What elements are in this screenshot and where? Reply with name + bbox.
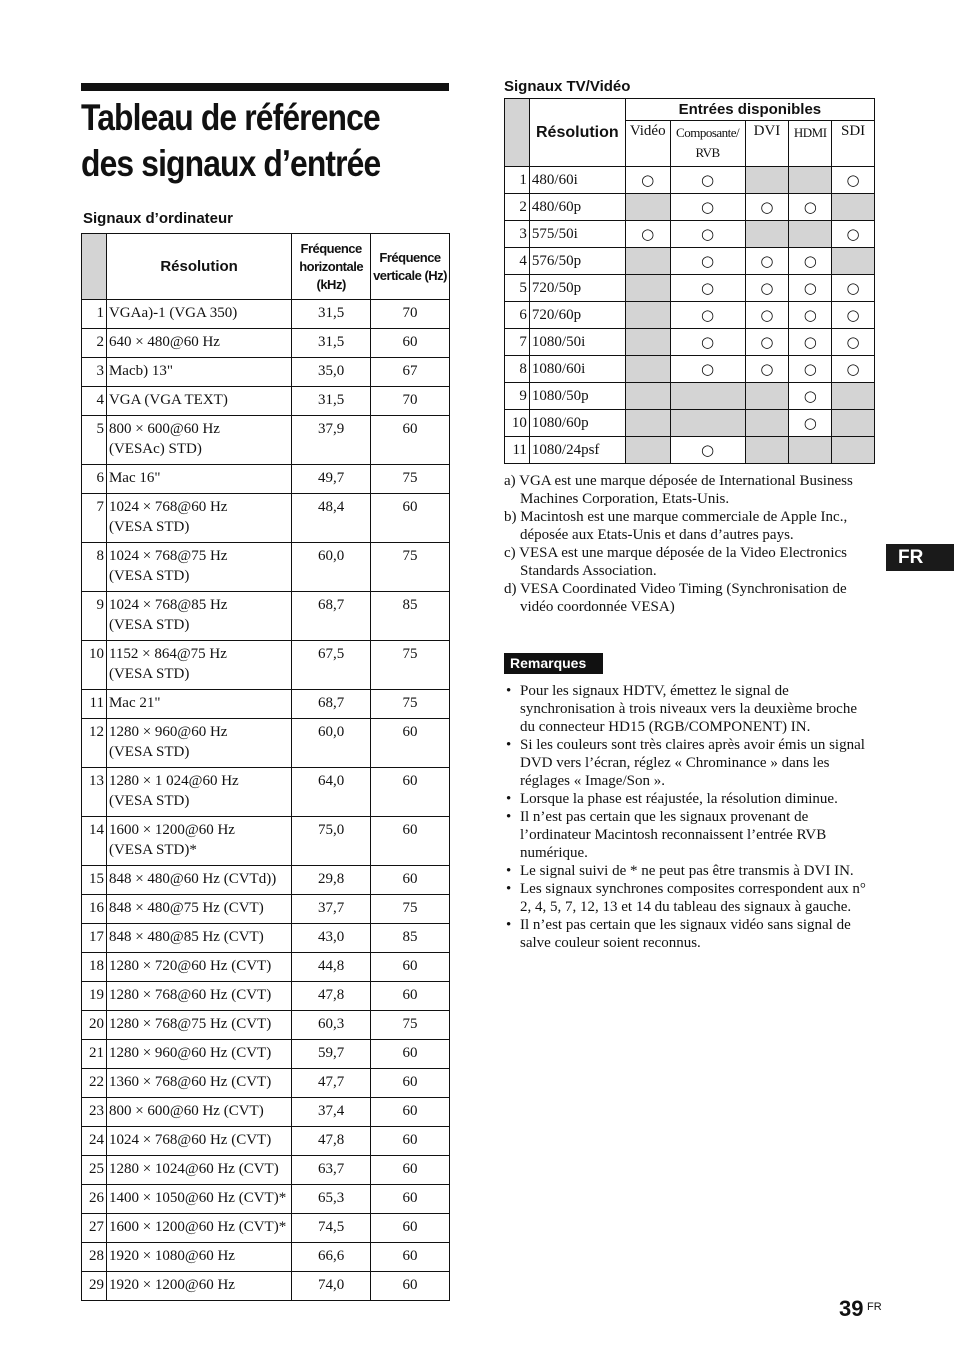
pc-row-hfreq: 68,7 [292, 690, 371, 719]
pc-row-number: 20 [82, 1011, 107, 1040]
remark-item: • Pour les signaux HDTV, émettez le signal de synchronisation à trois niveaux vers la deuxième broche du connecteur HD15 (RGB/COMPONENT) IN. [504, 682, 874, 736]
pc-row-hfreq: 65,3 [292, 1185, 371, 1214]
tv-signals-label: Signaux TV/Vidéo [504, 78, 631, 95]
pc-row-number: 24 [82, 1127, 107, 1156]
pc-fv-header: Fréquence verticale (Hz) [371, 234, 450, 300]
tv-cell-component-supported: ○ [670, 302, 745, 329]
pc-row-hfreq: 47,8 [292, 1127, 371, 1156]
pc-row-resolution: 640 × 480@60 Hz [106, 329, 291, 358]
tv-cell-video-unsupported [625, 329, 670, 356]
pc-row-number: 17 [82, 924, 107, 953]
pc-row-hfreq: 64,0 [292, 768, 371, 817]
pc-row-vfreq: 60 [371, 982, 450, 1011]
pc-row-number: 10 [82, 641, 107, 690]
tv-cell-video-unsupported [625, 356, 670, 383]
tv-cell-video-unsupported [625, 437, 670, 464]
pc-row-hfreq: 74,0 [292, 1272, 371, 1301]
tv-cell-hdmi-supported: ○ [789, 302, 832, 329]
pc-row-resolution: 1280 × 768@60 Hz (CVT) [106, 982, 291, 1011]
tv-cell-hdmi-supported: ○ [789, 248, 832, 275]
page-title-line1: Tableau de référence [81, 97, 380, 138]
tv-cell-dvi-unsupported [745, 167, 789, 194]
pc-table-body [82, 300, 450, 1301]
remark-item: • Si les couleurs sont très claires après avoir émis un signal DVD vers l’écran, réglez « Chrominance » dans les réglages « Image/Son ». [504, 736, 874, 790]
pc-row-resolution: Mac 16" [106, 465, 291, 494]
pc-table-row [82, 895, 450, 924]
footnote-c: c) VESA est une marque déposée de la Video Electronics Standards Association. [504, 545, 848, 579]
tv-cell-dvi-supported: ○ [745, 329, 789, 356]
tv-row-number: 10 [505, 410, 530, 437]
pc-row-hfreq: 35,0 [292, 358, 371, 387]
pc-table-row [82, 416, 450, 465]
tv-cell-hdmi-unsupported [789, 167, 832, 194]
pc-row-number: 27 [82, 1214, 107, 1243]
pc-row-vfreq: 75 [371, 641, 450, 690]
pc-row-number: 18 [82, 953, 107, 982]
pc-row-hfreq: 29,8 [292, 866, 371, 895]
tv-cell-dvi-supported: ○ [745, 356, 789, 383]
title-rule [81, 83, 449, 91]
pc-row-vfreq: 60 [371, 953, 450, 982]
footnote-b: b) Macintosh est une marque commerciale de Apple Inc., déposée aux Etats-Unis et dans d’autres pays. [504, 509, 848, 543]
pc-res-header: Résolution [106, 234, 291, 300]
pc-row-resolution: 1024 × 768@60 Hz (CVT) [106, 1127, 291, 1156]
pc-row-hfreq: 75,0 [292, 817, 371, 866]
pc-row-hfreq: 37,7 [292, 895, 371, 924]
pc-row-number: 26 [82, 1185, 107, 1214]
pc-row-number: 13 [82, 768, 107, 817]
pc-table-row [82, 866, 450, 895]
pc-row-number: 14 [82, 817, 107, 866]
pc-row-vfreq: 60 [371, 866, 450, 895]
pc-row-vfreq: 75 [371, 1011, 450, 1040]
tv-cell-hdmi-unsupported [789, 221, 832, 248]
tv-cell-component-supported: ○ [670, 275, 745, 302]
tv-cell-component-supported: ○ [670, 329, 745, 356]
tv-inputs-header: Entrées disponibles [625, 99, 874, 121]
pc-row-resolution: 1024 × 768@60 Hz (VESA STD) [106, 494, 291, 543]
pc-row-resolution: Macb) 13" [106, 358, 291, 387]
tv-row-number: 4 [505, 248, 530, 275]
tv-row-resolution: 576/50p [529, 248, 625, 275]
pc-table-row [82, 953, 450, 982]
tv-row-resolution: 480/60p [529, 194, 625, 221]
pc-row-hfreq: 68,7 [292, 592, 371, 641]
pc-row-resolution: 1400 × 1050@60 Hz (CVT)* [106, 1185, 291, 1214]
pc-row-vfreq: 75 [371, 895, 450, 924]
pc-table-row [82, 300, 450, 329]
tv-cell-component-supported: ○ [670, 248, 745, 275]
tv-row-resolution: 1080/60p [529, 410, 625, 437]
pc-signals-table [81, 233, 450, 1301]
pc-row-resolution: 1920 × 1200@60 Hz [106, 1272, 291, 1301]
tv-cell-sdi-unsupported [832, 410, 875, 437]
tv-cell-video-unsupported [625, 248, 670, 275]
pc-row-hfreq: 43,0 [292, 924, 371, 953]
pc-row-number: 19 [82, 982, 107, 1011]
tv-table-row [505, 248, 875, 275]
pc-table-row [82, 329, 450, 358]
pc-signals-label: Signaux d’ordinateur [83, 210, 234, 227]
pc-table-row [82, 641, 450, 690]
pc-row-vfreq: 70 [371, 300, 450, 329]
pc-table-row [82, 1011, 450, 1040]
pc-row-number: 3 [82, 358, 107, 387]
tv-col-sdi: SDI [832, 121, 875, 167]
pc-row-resolution: 848 × 480@75 Hz (CVT) [106, 895, 291, 924]
pc-row-hfreq: 63,7 [292, 1156, 371, 1185]
tv-cell-sdi-unsupported [832, 383, 875, 410]
tv-row-number: 8 [505, 356, 530, 383]
pc-row-number: 29 [82, 1272, 107, 1301]
pc-row-vfreq: 75 [371, 543, 450, 592]
tv-cell-sdi-supported: ○ [832, 167, 875, 194]
tv-cell-video-supported: ○ [625, 221, 670, 248]
tv-table-row [505, 194, 875, 221]
tv-cell-hdmi-supported: ○ [789, 383, 832, 410]
pc-row-hfreq: 31,5 [292, 300, 371, 329]
remark-item: • Il n’est pas certain que les signaux vidéo sans signal de salve couleur soient reconnus. [504, 916, 874, 952]
tv-cell-component-supported: ○ [670, 221, 745, 248]
tv-cell-sdi-supported: ○ [832, 329, 875, 356]
pc-row-number: 8 [82, 543, 107, 592]
pc-row-hfreq: 48,4 [292, 494, 371, 543]
tv-col-hdmi: HDMI [789, 121, 832, 167]
tv-cell-sdi-supported: ○ [832, 302, 875, 329]
pc-table-row [82, 494, 450, 543]
pc-table-row [82, 1156, 450, 1185]
pc-row-resolution: 1280 × 960@60 Hz (CVT) [106, 1040, 291, 1069]
tv-cell-video-unsupported [625, 302, 670, 329]
footnote-a: a) VGA est une marque déposée de International Business Machines Corporation, Etats-Unis. [504, 473, 853, 507]
pc-table-row [82, 719, 450, 768]
tv-table-row [505, 275, 875, 302]
pc-row-number: 22 [82, 1069, 107, 1098]
tv-cell-hdmi-supported: ○ [789, 194, 832, 221]
remarks-label: Remarques [504, 653, 603, 674]
tv-cell-sdi-unsupported [832, 437, 875, 464]
pc-row-resolution: 848 × 480@85 Hz (CVT) [106, 924, 291, 953]
pc-row-resolution: 800 × 600@60 Hz (VESAc) STD) [106, 416, 291, 465]
pc-row-vfreq: 60 [371, 329, 450, 358]
pc-row-hfreq: 74,5 [292, 1214, 371, 1243]
pc-row-hfreq: 66,6 [292, 1243, 371, 1272]
pc-row-number: 28 [82, 1243, 107, 1272]
pc-row-resolution: 1920 × 1080@60 Hz [106, 1243, 291, 1272]
tv-cell-video-unsupported [625, 275, 670, 302]
pc-row-resolution: 1280 × 720@60 Hz (CVT) [106, 953, 291, 982]
tv-row-number: 3 [505, 221, 530, 248]
pc-row-hfreq: 59,7 [292, 1040, 371, 1069]
pc-row-resolution: 1600 × 1200@60 Hz (VESA STD)* [106, 817, 291, 866]
tv-cell-component-unsupported [670, 383, 745, 410]
tv-row-resolution: 1080/50i [529, 329, 625, 356]
remark-item: • Il n’est pas certain que les signaux provenant de l’ordinateur Macintosh reconnaissent l’entrée RVB numérique. [504, 808, 874, 862]
tv-cell-dvi-unsupported [745, 221, 789, 248]
pc-table-row [82, 1098, 450, 1127]
pc-row-number: 23 [82, 1098, 107, 1127]
tv-row-resolution: 1080/24psf [529, 437, 625, 464]
page-number: 39 [839, 1296, 864, 1321]
pc-row-vfreq: 70 [371, 387, 450, 416]
pc-row-number: 1 [82, 300, 107, 329]
pc-table-row [82, 982, 450, 1011]
pc-table-row [82, 543, 450, 592]
tv-row-resolution: 480/60i [529, 167, 625, 194]
remark-item: • Les signaux synchrones composites correspondent aux n° 2, 4, 5, 7, 12, 13 et 14 du tableau des signaux à gauche. [504, 880, 874, 916]
pc-row-hfreq: 60,0 [292, 719, 371, 768]
tv-row-number: 7 [505, 329, 530, 356]
pc-row-resolution: 1024 × 768@75 Hz (VESA STD) [106, 543, 291, 592]
pc-row-number: 11 [82, 690, 107, 719]
tv-table-row [505, 410, 875, 437]
tv-res-header: Résolution [529, 99, 625, 167]
pc-row-vfreq: 85 [371, 924, 450, 953]
tv-cell-component-supported: ○ [670, 356, 745, 383]
tv-cell-sdi-unsupported [832, 194, 875, 221]
tv-col-component: Composante/ RVB [670, 121, 745, 167]
pc-table-row [82, 592, 450, 641]
pc-row-number: 16 [82, 895, 107, 924]
tv-row-number: 9 [505, 383, 530, 410]
pc-row-vfreq: 60 [371, 1098, 450, 1127]
pc-table-row [82, 1214, 450, 1243]
pc-row-hfreq: 49,7 [292, 465, 371, 494]
pc-row-hfreq: 31,5 [292, 387, 371, 416]
tv-row-number: 11 [505, 437, 530, 464]
pc-table-row [82, 1069, 450, 1098]
pc-row-vfreq: 60 [371, 1272, 450, 1301]
remarks-list [504, 682, 874, 952]
pc-row-number: 9 [82, 592, 107, 641]
footnotes [504, 472, 874, 616]
tv-row-number: 6 [505, 302, 530, 329]
tv-row-resolution: 1080/60i [529, 356, 625, 383]
tv-table-row [505, 302, 875, 329]
tv-cell-component-supported: ○ [670, 437, 745, 464]
pc-row-vfreq: 60 [371, 768, 450, 817]
pc-table-row [82, 690, 450, 719]
pc-row-hfreq: 47,7 [292, 1069, 371, 1098]
pc-row-vfreq: 75 [371, 465, 450, 494]
pc-row-vfreq: 60 [371, 416, 450, 465]
pc-table-row [82, 1185, 450, 1214]
pc-row-resolution: 1024 × 768@85 Hz (VESA STD) [106, 592, 291, 641]
tv-signals-table [504, 98, 875, 464]
pc-row-resolution: 1280 × 960@60 Hz (VESA STD) [106, 719, 291, 768]
pc-row-hfreq: 37,9 [292, 416, 371, 465]
language-tab: FR [886, 544, 954, 571]
tv-col-video: Vidéo [625, 121, 670, 167]
tv-cell-dvi-supported: ○ [745, 302, 789, 329]
tv-cell-dvi-supported: ○ [745, 275, 789, 302]
tv-table-row [505, 167, 875, 194]
pc-row-number: 2 [82, 329, 107, 358]
tv-table-row [505, 356, 875, 383]
tv-row-number: 1 [505, 167, 530, 194]
tv-cell-hdmi-supported: ○ [789, 356, 832, 383]
pc-row-resolution: VGAa)-1 (VGA 350) [106, 300, 291, 329]
tv-cell-video-unsupported [625, 383, 670, 410]
tv-table-row [505, 383, 875, 410]
pc-row-hfreq: 31,5 [292, 329, 371, 358]
pc-row-resolution: 1360 × 768@60 Hz (CVT) [106, 1069, 291, 1098]
pc-row-vfreq: 85 [371, 592, 450, 641]
tv-row-number: 2 [505, 194, 530, 221]
pc-fh-header: Fréquence horizontale (kHz) [292, 234, 371, 300]
tv-cell-sdi-supported: ○ [832, 221, 875, 248]
tv-cell-hdmi-unsupported [789, 437, 832, 464]
pc-row-number: 25 [82, 1156, 107, 1185]
pc-row-number: 15 [82, 866, 107, 895]
tv-cell-hdmi-supported: ○ [789, 275, 832, 302]
pc-row-vfreq: 60 [371, 1069, 450, 1098]
pc-table-row [82, 1272, 450, 1301]
pc-row-vfreq: 60 [371, 719, 450, 768]
pc-row-vfreq: 75 [371, 690, 450, 719]
pc-row-resolution: 1152 × 864@75 Hz (VESA STD) [106, 641, 291, 690]
tv-cell-dvi-supported: ○ [745, 248, 789, 275]
page-title [81, 95, 408, 187]
pc-row-number: 12 [82, 719, 107, 768]
pc-table-row [82, 768, 450, 817]
tv-cell-dvi-unsupported [745, 383, 789, 410]
pc-row-number: 21 [82, 1040, 107, 1069]
pc-row-resolution: 1280 × 1024@60 Hz (CVT) [106, 1156, 291, 1185]
tv-num-header [505, 99, 530, 167]
pc-row-hfreq: 67,5 [292, 641, 371, 690]
tv-cell-component-supported: ○ [670, 194, 745, 221]
pc-table-row [82, 358, 450, 387]
pc-table-row [82, 817, 450, 866]
tv-cell-dvi-supported: ○ [745, 194, 789, 221]
tv-cell-sdi-unsupported [832, 248, 875, 275]
tv-cell-sdi-supported: ○ [832, 275, 875, 302]
pc-row-resolution: Mac 21" [106, 690, 291, 719]
pc-row-vfreq: 60 [371, 1127, 450, 1156]
pc-row-hfreq: 37,4 [292, 1098, 371, 1127]
pc-row-vfreq: 67 [371, 358, 450, 387]
pc-row-hfreq: 47,8 [292, 982, 371, 1011]
pc-row-vfreq: 60 [371, 1040, 450, 1069]
pc-num-header [82, 234, 107, 300]
pc-row-resolution: 1280 × 1 024@60 Hz (VESA STD) [106, 768, 291, 817]
pc-row-hfreq: 60,3 [292, 1011, 371, 1040]
pc-row-resolution: 800 × 600@60 Hz (CVT) [106, 1098, 291, 1127]
pc-table-row [82, 924, 450, 953]
tv-row-resolution: 575/50i [529, 221, 625, 248]
tv-row-resolution: 720/60p [529, 302, 625, 329]
pc-table-row [82, 387, 450, 416]
footnote-d: d) VESA Coordinated Video Timing (Synchronisation de vidéo coordonnée VESA) [504, 581, 847, 615]
pc-row-vfreq: 60 [371, 1156, 450, 1185]
pc-row-number: 6 [82, 465, 107, 494]
pc-table-row [82, 465, 450, 494]
tv-cell-hdmi-supported: ○ [789, 329, 832, 356]
tv-table-row [505, 329, 875, 356]
tv-cell-video-unsupported [625, 194, 670, 221]
page-lang: FR [867, 1301, 882, 1313]
pc-row-vfreq: 60 [371, 1243, 450, 1272]
tv-cell-video-supported: ○ [625, 167, 670, 194]
pc-row-vfreq: 60 [371, 494, 450, 543]
pc-table-row [82, 1040, 450, 1069]
pc-row-number: 5 [82, 416, 107, 465]
pc-row-vfreq: 60 [371, 1214, 450, 1243]
tv-table-row [505, 221, 875, 248]
pc-table-row [82, 1243, 450, 1272]
pc-row-number: 7 [82, 494, 107, 543]
tv-row-resolution: 1080/50p [529, 383, 625, 410]
pc-row-hfreq: 60,0 [292, 543, 371, 592]
tv-row-number: 5 [505, 275, 530, 302]
tv-cell-dvi-unsupported [745, 410, 789, 437]
tv-cell-hdmi-supported: ○ [789, 410, 832, 437]
pc-row-vfreq: 60 [371, 1185, 450, 1214]
tv-table-row [505, 437, 875, 464]
pc-row-vfreq: 60 [371, 817, 450, 866]
pc-row-hfreq: 44,8 [292, 953, 371, 982]
tv-table-body [505, 167, 875, 464]
pc-table-row [82, 1127, 450, 1156]
tv-cell-dvi-unsupported [745, 437, 789, 464]
remark-item: • Lorsque la phase est réajustée, la résolution diminue. [504, 790, 874, 808]
page-title-line2: des signaux d’entrée [81, 143, 381, 184]
tv-row-resolution: 720/50p [529, 275, 625, 302]
pc-row-number: 4 [82, 387, 107, 416]
pc-row-resolution: 1600 × 1200@60 Hz (CVT)* [106, 1214, 291, 1243]
tv-cell-component-unsupported [670, 410, 745, 437]
remark-item: • Le signal suivi de * ne peut pas être transmis à DVI IN. [504, 862, 874, 880]
tv-cell-sdi-supported: ○ [832, 356, 875, 383]
pc-row-resolution: 848 × 480@60 Hz (CVTd)) [106, 866, 291, 895]
tv-cell-video-unsupported [625, 410, 670, 437]
pc-row-resolution: 1280 × 768@75 Hz (CVT) [106, 1011, 291, 1040]
pc-row-resolution: VGA (VGA TEXT) [106, 387, 291, 416]
tv-col-dvi: DVI [745, 121, 789, 167]
tv-cell-component-supported: ○ [670, 167, 745, 194]
